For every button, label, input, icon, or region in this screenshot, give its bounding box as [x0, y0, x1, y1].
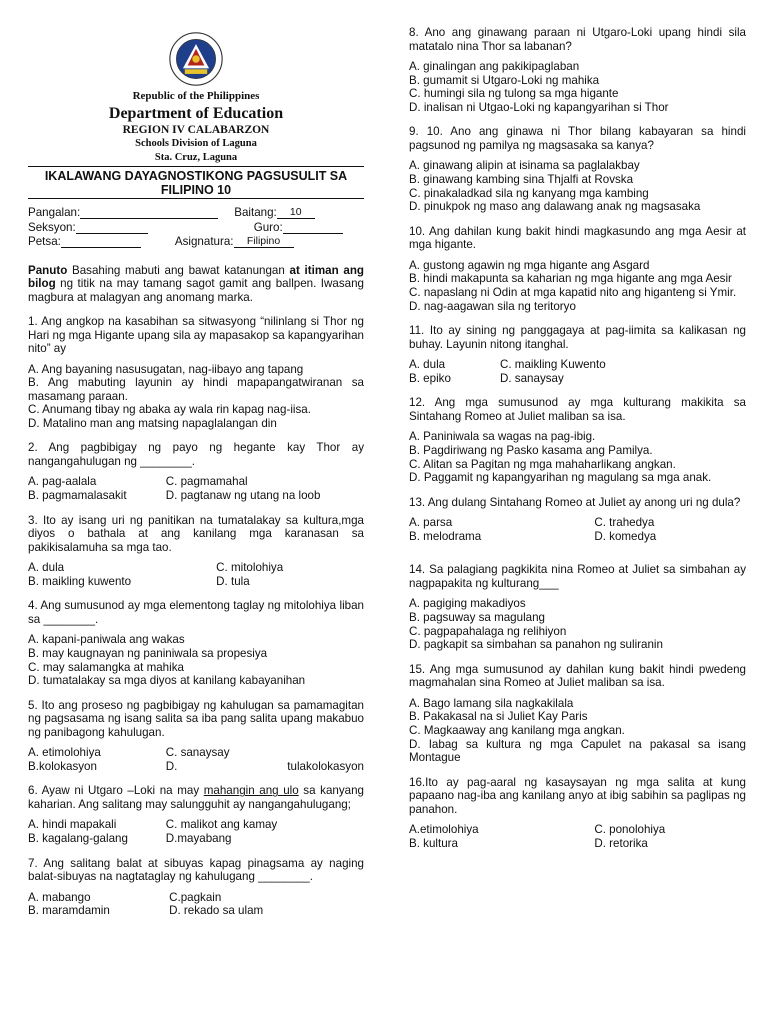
- pangalan-field[interactable]: [80, 206, 218, 219]
- option-d[interactable]: D. pagtanaw ng utang na loob: [165, 489, 321, 503]
- option-c[interactable]: C. sanaysay: [165, 746, 230, 760]
- exam-title-line1: IKALAWANG DAYAGNOSTIKONG PAGSUSULIT SA: [44, 169, 348, 183]
- left-column: [28, 0, 364, 918]
- option-d[interactable]: D. rekado sa ulam: [169, 904, 264, 918]
- underlined-phrase: mahangin ang ulo: [203, 784, 299, 798]
- question-5: 5. Ito ang proseso ng pagbibigay ng kahulugan sa pamamagitan ng pagsasama ng isang salita sa iba pang salita upang makabuo ng panibagong kahulugan.: [28, 698, 364, 739]
- option-d[interactable]: D. Iabag sa kultura ng mga Capulet na pakasal sa isang Montague: [409, 737, 746, 765]
- option-b[interactable]: B. Ang mabuting layunin ay hindi mapapangatwiranan sa masamang paraan.: [28, 376, 364, 403]
- option-a[interactable]: A. pag-aalala: [28, 475, 97, 489]
- question-2: 2. Ang pagbibigay ng payo ng hegante kay Thor ay nangangahulugan ng ________.: [28, 441, 364, 468]
- option-c[interactable]: C.pagkain: [169, 890, 222, 904]
- option-a[interactable]: A. parsa: [409, 516, 453, 530]
- deped-seal-logo: [168, 31, 224, 87]
- question-4: 4. Ang sumusunod ay mga elementong taglay ng mitolohiya liban sa ________.: [28, 599, 364, 626]
- option-b[interactable]: B. maramdamin: [28, 904, 110, 918]
- baitang-label: Baitang:: [234, 206, 277, 219]
- option-d[interactable]: D. nag-aagawan sila ng teritoryo: [409, 299, 576, 313]
- department-title: Department of Education: [108, 104, 284, 122]
- option-b[interactable]: B. pagsuway sa magulang: [409, 610, 545, 624]
- division-text: Schools Division of Laguna: [135, 138, 257, 149]
- option-a[interactable]: A. ginawang alipin at isinama sa paglalakbay: [409, 159, 640, 173]
- option-c[interactable]: C. Alitan sa Pagitan ng mga mahaharlikang angkan.: [409, 457, 676, 471]
- option-c[interactable]: C. malikot ang kamay: [165, 818, 278, 832]
- option-c[interactable]: C. pagpapahalaga ng relihiyon: [409, 624, 567, 638]
- region-text: REGION IV CALABARZON: [122, 123, 270, 136]
- option-c[interactable]: C. maikling Kuwento: [499, 358, 606, 372]
- option-b[interactable]: B. gumamit si Utgaro-Loki ng mahika: [409, 73, 600, 87]
- seksyon-label: Seksyon:: [28, 220, 76, 234]
- student-info: [28, 206, 364, 250]
- option-a[interactable]: A. etimolohiya: [28, 746, 101, 760]
- option-d[interactable]: D. inalisan ni Utgao-Loki ng kapangyarihan si Thor: [409, 100, 669, 114]
- question-7: 7. Ang salitang balat at sibuyas kapag pinagsama ay naging balat-sibuyas na nagtataglay ng kahulugang ________.: [28, 856, 364, 884]
- option-b[interactable]: B. hindi makapunta sa kaharian ng mga higante ang mga Aesir: [409, 272, 732, 286]
- question-9-options: [409, 159, 746, 213]
- question-13-options: [409, 516, 746, 543]
- option-b[interactable]: B. kagalang-galang: [28, 832, 128, 845]
- town-text: Sta. Cruz, Laguna: [154, 151, 238, 163]
- instructions: Panuto Basahing mabuti ang bawat katanungan at itiman ang bilog ng titik na may tamang sagot gamit ang ballpen. Iwasang magbura at malagyan ang anomang marka.: [28, 263, 364, 304]
- option-d[interactable]: D. Matalino man ang matsing napaglalangan din: [28, 416, 277, 430]
- guro-field[interactable]: [283, 221, 343, 234]
- question-14-options: [409, 597, 746, 651]
- question-11-options: [409, 358, 746, 385]
- header-rule: [28, 166, 364, 167]
- option-d[interactable]: D. komedya: [594, 529, 657, 543]
- question-4-options: [28, 633, 364, 687]
- title-rule: [28, 198, 364, 199]
- option-c[interactable]: C. napaslang ni Odin at mga kapatid nito ang higanteng si Ymir.: [409, 285, 737, 299]
- pangalan-label: Pangalan:: [28, 206, 81, 219]
- petsa-label: Petsa:: [28, 235, 61, 248]
- question-14: 14. Sa palagiang pagkikita nina Romeo at Juliet sa simbahan ay nagpapakita ng kulturang___: [409, 563, 746, 590]
- option-a[interactable]: A. dula: [28, 561, 65, 575]
- question-6: 6. Ayaw ni Utgaro –Loki na may mahangin ang ulo sa kanyang kaharian. Ang salitang may salungguhit ay nangangahulugang;: [28, 784, 364, 811]
- option-a[interactable]: A. pagiging makadiyos: [409, 597, 526, 611]
- question-16: 16.Ito ay pag-aaral ng kasaysayan ng mga salita at kung papaano nag-iba ang kanilang anyo at ibig sabihin sa paglipas ng panahon.: [409, 775, 746, 816]
- option-c[interactable]: C. may salamangka at mahika: [28, 660, 184, 674]
- question-15-options: [409, 697, 746, 765]
- asignatura-label: Asignatura:: [174, 235, 234, 248]
- option-d[interactable]: D.mayabang: [165, 832, 232, 845]
- question-1-options: [28, 363, 364, 431]
- question-13: 13. Ang dulang Sintahang Romeo at Juliet ay anong uri ng dula?: [409, 495, 741, 509]
- question-12-options: [409, 430, 746, 484]
- option-a[interactable]: A. Bago lamang sila nagkakilala: [409, 696, 574, 710]
- question-9: 9. 10. Ano ang ginawa ni Thor bilang kabayaran sa hindi pagsunod ng pamilya ng magsasaka sa kanya?: [409, 125, 746, 152]
- option-d[interactable]: D. pinukpok ng maso ang dalawang anak ng magsasaka: [409, 200, 701, 214]
- option-d[interactable]: D. tulakolokasyon: [165, 759, 364, 773]
- option-b[interactable]: B. melodrama: [409, 529, 482, 543]
- option-c[interactable]: C. humingi sila ng tulong sa mga higante: [409, 87, 619, 101]
- option-a[interactable]: A. ginalingan ang pakikipaglaban: [409, 60, 580, 73]
- question-8-options: [409, 60, 746, 114]
- option-a[interactable]: A. dula: [409, 358, 446, 372]
- asignatura-field[interactable]: Filipino: [234, 235, 294, 248]
- option-c[interactable]: C. trahedya: [594, 516, 655, 530]
- question-8: 8. Ano ang ginawang paraan ni Utgaro-Loki upang hindi sila matatalo nina Thor sa labanan?: [409, 26, 746, 53]
- option-c[interactable]: C. Anumang tibay ng abaka ay wala rin kapag nag-iisa.: [28, 403, 311, 417]
- question-16-options: [409, 823, 746, 850]
- question-12: 12. Ang mga sumusunod ay mga kulturang makikita sa Sintahang Romeo at Juliet maliban sa isa.: [409, 396, 746, 423]
- option-d[interactable]: D. tumatalakay sa mga diyos at kanilang kabayanihan: [28, 674, 306, 688]
- question-11: 11. Ito ay sining ng panggagaya at pag-iimita sa kalikasan ng buhay. Layunin nitong itanghal.: [409, 324, 746, 351]
- option-a[interactable]: A. gustong agawin ng mga higante ang Asgard: [409, 258, 650, 272]
- exam-title-line2: FILIPINO 10: [160, 183, 232, 197]
- option-c[interactable]: C. Magkaaway ang kanilang mga angkan.: [409, 723, 625, 737]
- question-15: 15. Ang mga sumusunod ay dahilan kung bakit hindi pwedeng magmahalan sina Romeo at Juliet maliban sa isa.: [409, 662, 746, 690]
- option-b[interactable]: B. ginawang kambing sina Thjalfi at Rovska: [409, 172, 634, 186]
- option-a[interactable]: A. Paniniwala sa wagas na pag-ibig.: [409, 430, 596, 444]
- option-a[interactable]: A. kapani-paniwala ang wakas: [28, 633, 185, 647]
- option-b[interactable]: B. maikling kuwento: [28, 574, 132, 588]
- petsa-field[interactable]: [61, 235, 141, 248]
- option-d[interactable]: D. retorika: [594, 836, 648, 850]
- baitang-field[interactable]: 10: [277, 206, 315, 219]
- option-d[interactable]: D. sanaysay: [499, 371, 564, 385]
- right-column: [409, 26, 746, 850]
- guro-label: Guro:: [253, 220, 283, 234]
- question-10: 10. Ang dahilan kung bakit hindi magkasundo ang mga Aesir at mga higante.: [409, 224, 746, 252]
- option-b[interactable]: B. kultura: [409, 836, 458, 850]
- option-d[interactable]: D. tula: [216, 574, 250, 588]
- question-10-options: [409, 259, 746, 313]
- republic-text: Republic of the Philippines: [132, 90, 260, 102]
- question-7-options: [28, 891, 364, 918]
- question-5-options: [28, 746, 364, 773]
- option-b[interactable]: B. Pakakasal na si Juliet Kay Paris: [409, 710, 588, 724]
- option-a[interactable]: A. mabango: [28, 890, 91, 904]
- option-c[interactable]: C. ponolohiya: [594, 823, 666, 837]
- option-b[interactable]: B. epiko: [409, 371, 451, 385]
- question-3-options: [28, 561, 364, 588]
- question-1: 1. Ang angkop na kasabihan sa sitwasyong “nilinlang si Thor ng Hari ng mga Higante upang sila ay mapasakop sa kapangyarihan nito” ay: [28, 315, 364, 355]
- option-d[interactable]: D. pagkapit sa simbahan sa panahon ng suliranin: [409, 638, 663, 652]
- seksyon-field[interactable]: [76, 221, 148, 234]
- option-a[interactable]: A. Ang bayaning nasusugatan, nag-iibayo ang tapang: [28, 362, 304, 376]
- option-b[interactable]: B. pagmamalasakit: [28, 489, 127, 503]
- option-c[interactable]: C. pinakaladkad sila ng kanyang mga kambing: [409, 186, 649, 200]
- option-b[interactable]: B. may kaugnayan ng paniniwala sa propesiya: [28, 646, 268, 660]
- question-2-options: [28, 475, 364, 502]
- option-b[interactable]: B.kolokasyon: [28, 759, 97, 773]
- option-c[interactable]: C. mitolohiya: [216, 561, 284, 575]
- question-3: 3. Ito ay isang uri ng panitikan na tumatalakay sa kultura,mga diyos o bathala at ang kanilang mga karanasan sa pakikisalamuha sa mga tao.: [28, 513, 364, 554]
- option-d[interactable]: D. Paggamit ng kapangyarihan ng magulang sa mga anak.: [409, 471, 712, 485]
- option-a[interactable]: A.etimolohiya: [409, 823, 479, 837]
- option-a[interactable]: A. hindi mapakali: [28, 818, 117, 832]
- question-6-options: [28, 818, 364, 845]
- option-c[interactable]: C. pagmamahal: [165, 475, 248, 489]
- option-b[interactable]: B. Pagdiriwang ng Pasko kasama ang Pamilya.: [409, 443, 653, 457]
